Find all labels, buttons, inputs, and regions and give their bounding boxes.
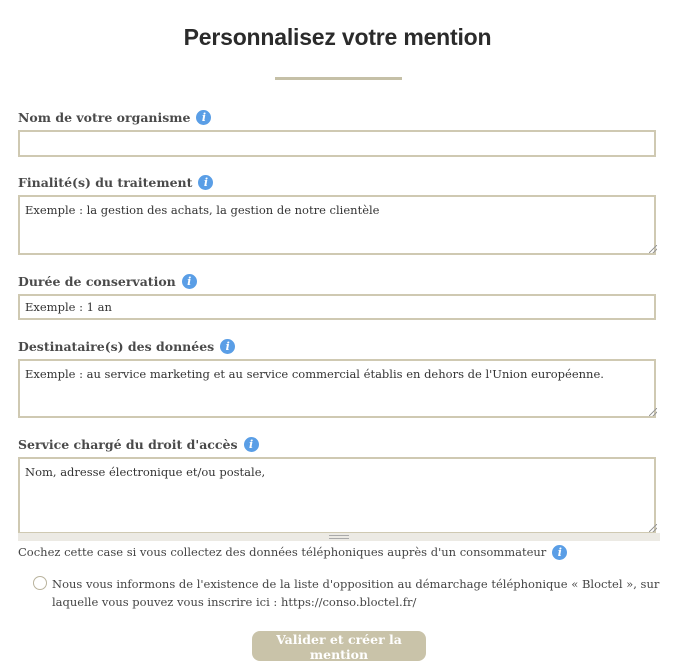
duree-input[interactable] <box>18 294 656 320</box>
info-icon[interactable]: i <box>220 339 235 354</box>
service-label-text: Service chargé du droit d'accès <box>18 437 238 452</box>
title-underline <box>275 77 402 80</box>
bloctel-checkbox-text: Cochez cette case si vous collectez des données téléphoniques auprès d'un consommateur <box>18 545 547 559</box>
finalites-label <box>18 175 213 191</box>
textarea-resize-bar[interactable] <box>18 533 660 541</box>
info-icon[interactable]: i <box>244 437 259 452</box>
info-icon[interactable]: i <box>196 110 211 125</box>
finalites-label-text: Finalité(s) du traitement <box>18 175 193 190</box>
bloctel-radio-label: Nous vous informons de l'existence de la liste d'opposition au démarchage téléphonique « Bloctel », sur laquelle vous pouvez vous inscrire ici : https://conso.bloctel.fr/ <box>52 577 660 609</box>
submit-button[interactable]: Valider et créer la mention <box>252 631 426 661</box>
destinataires-label-text: Destinataire(s) des données <box>18 339 215 354</box>
organisme-input[interactable] <box>18 130 656 157</box>
destinataires-label <box>18 339 235 355</box>
info-icon[interactable]: i <box>552 545 567 560</box>
info-icon[interactable]: i <box>198 175 213 190</box>
organisme-label-text: Nom de votre organisme <box>18 110 191 125</box>
duree-label <box>18 274 197 290</box>
resize-grip-icon[interactable] <box>649 245 657 253</box>
destinataires-textarea[interactable] <box>18 359 656 418</box>
page-title: Personnalisez votre mention <box>183 24 492 50</box>
resize-grip-icon[interactable] <box>649 408 657 416</box>
duree-label-text: Durée de conservation <box>18 274 176 289</box>
service-textarea[interactable] <box>18 457 656 534</box>
finalites-textarea[interactable] <box>18 195 656 255</box>
resize-grip-icon[interactable] <box>649 524 657 532</box>
info-icon[interactable]: i <box>182 274 197 289</box>
resize-handle-icon[interactable] <box>329 535 349 539</box>
organisme-label <box>18 110 211 126</box>
bloctel-checkbox-label[interactable] <box>18 545 567 561</box>
bloctel-radio[interactable] <box>33 576 47 590</box>
service-label <box>18 437 259 453</box>
